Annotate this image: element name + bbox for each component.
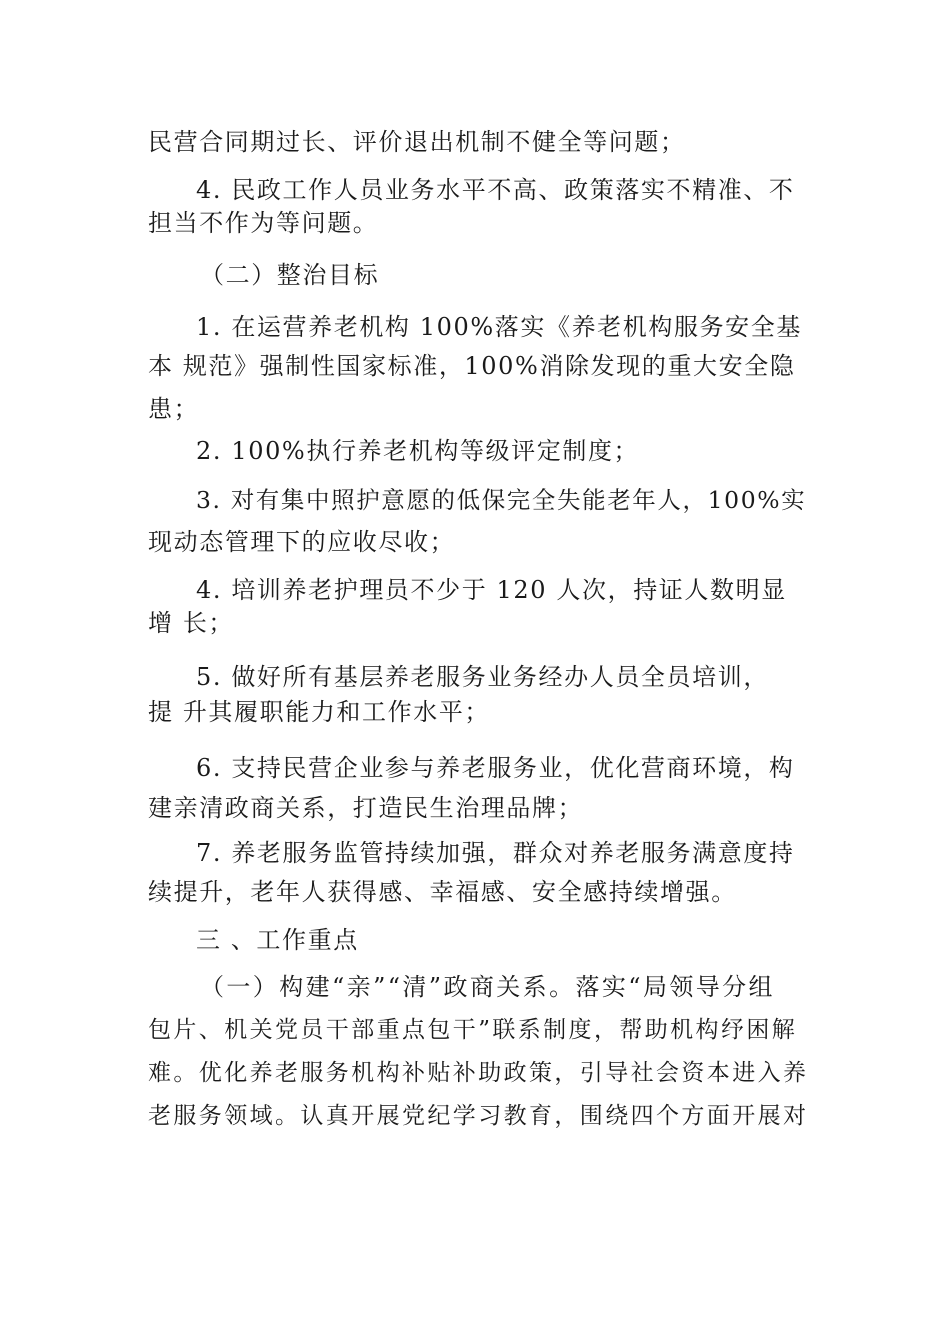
list-item-4-line-2: 担当不作为等问题。 xyxy=(148,209,379,237)
goal-item-1-line-2: 本 规范》强制性国家标准，100%消除发现的重大安全隐 xyxy=(148,352,796,380)
goal-item-7-line-2: 续提升，老年人获得感、幸福感、安全感持续增强。 xyxy=(148,878,737,906)
list-item-4-line-1: 4. 民政工作人员业务水平不高、政策落实不精准、不 xyxy=(196,176,795,204)
goal-item-4-line-1: 4. 培训养老护理员不少于 120 人次，持证人数明显 xyxy=(196,576,787,604)
work-focus-para-line-1: （一）构建“亲”“清”政商关系。落实“局领导分组 xyxy=(200,973,775,1001)
goal-item-1-line-3: 患； xyxy=(148,395,200,423)
goal-item-5-line-2: 提 升其履职能力和工作水平； xyxy=(148,698,491,726)
section-heading-rectification-goals: （二）整治目标 xyxy=(200,261,380,289)
goal-item-6-line-1: 6. 支持民营企业参与养老服务业，优化营商环境，构 xyxy=(196,754,795,782)
goal-item-2: 2. 100%执行养老机构等级评定制度； xyxy=(196,437,640,465)
text-line: 民营合同期过长、评价退出机制不健全等问题； xyxy=(148,128,686,156)
goal-item-6-line-2: 建亲清政商关系，打造民生治理品牌； xyxy=(148,794,584,822)
goal-item-3-line-2: 现动态管理下的应收尽收； xyxy=(148,528,456,556)
goal-item-3-line-1: 3. 对有集中照护意愿的低保完全失能老年人，100%实 xyxy=(196,486,807,514)
work-focus-para-line-4: 老服务领域。认真开展党纪学习教育，围绕四个方面开展对 xyxy=(148,1103,809,1129)
section-heading-work-focus: 三 、工作重点 xyxy=(196,926,359,954)
goal-item-4-line-2: 增 长； xyxy=(148,609,235,637)
work-focus-para-line-3: 难。优化养老服务机构补贴补助政策，引导社会资本进入养 xyxy=(148,1060,809,1086)
goal-item-7-line-1: 7. 养老服务监管持续加强，群众对养老服务满意度持 xyxy=(196,839,795,867)
goal-item-1-line-1: 1. 在运营养老机构 100%落实《养老机构服务安全基 xyxy=(196,313,802,341)
goal-item-5-line-1: 5. 做好所有基层养老服务业务经办人员全员培训， xyxy=(196,663,769,691)
work-focus-para-line-2: 包片、机关党员干部重点包干”联系制度，帮助机构纾困解 xyxy=(148,1017,798,1043)
